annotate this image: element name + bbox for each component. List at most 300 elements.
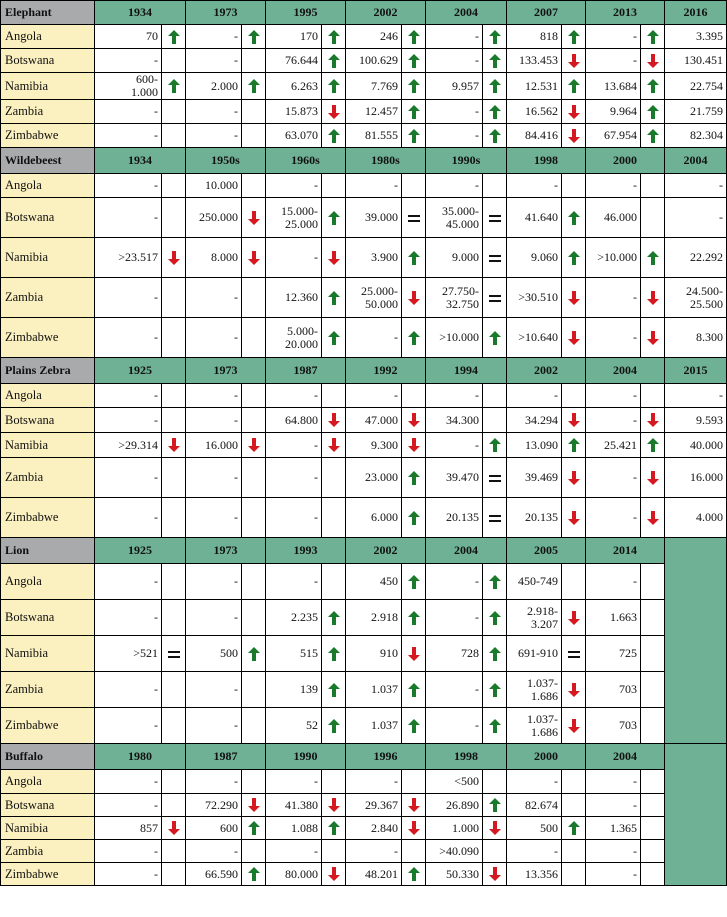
year-header: 1934: [95, 1, 186, 25]
arrow-up-icon: [647, 251, 659, 265]
table-row: [1, 794, 727, 817]
arrow-up-icon: [568, 251, 580, 265]
species-title: Elephant: [1, 1, 95, 25]
population-value: -: [186, 840, 242, 863]
equal-icon: [407, 211, 421, 225]
trend-cell: [483, 498, 507, 538]
country-name: Zimbabwe: [1, 708, 95, 744]
trend-cell: [322, 198, 346, 238]
year-header: 1998: [426, 744, 507, 770]
population-value: 818: [507, 25, 562, 49]
trend-cell: [562, 238, 586, 278]
trend-cell: [641, 278, 665, 318]
trend-cell: [562, 433, 586, 458]
population-value: 67.954: [586, 124, 641, 148]
arrow-up-icon: [328, 331, 340, 345]
arrow-up-icon: [647, 79, 659, 93]
population-value: 70: [95, 25, 162, 49]
country-name: Angola: [1, 564, 95, 600]
population-value: -: [186, 318, 242, 358]
arrow-up-icon: [328, 30, 340, 44]
population-value: -: [266, 770, 322, 794]
trend-cell: [483, 794, 507, 817]
population-value: 41.380: [266, 794, 322, 817]
population-value: >30.510: [507, 278, 562, 318]
population-value: 13.356: [507, 863, 562, 886]
trend-cell: [641, 318, 665, 358]
arrow-down-icon: [647, 413, 659, 427]
population-value: 2.235: [266, 600, 322, 636]
trend-cell: [641, 174, 665, 198]
year-header: 2014: [586, 538, 665, 564]
section-header-row: [1, 538, 727, 564]
trend-cell: [641, 817, 665, 840]
year-header: 2004: [586, 358, 665, 384]
trend-cell: [641, 198, 665, 238]
table-row: [1, 770, 727, 794]
trend-cell: [562, 278, 586, 318]
population-value: -: [186, 498, 242, 538]
trend-cell: [562, 817, 586, 840]
country-name: Botswana: [1, 198, 95, 238]
arrow-up-icon: [328, 54, 340, 68]
trend-cell: [402, 433, 426, 458]
arrow-down-icon: [568, 611, 580, 625]
section-header-row: [1, 358, 727, 384]
population-value: 500: [507, 817, 562, 840]
table-row: [1, 708, 727, 744]
trend-cell: [162, 564, 186, 600]
trend-cell: [641, 672, 665, 708]
arrow-up-icon: [408, 79, 420, 93]
country-name: Botswana: [1, 49, 95, 73]
population-value: -: [186, 564, 242, 600]
year-header: 1990s: [426, 148, 507, 174]
trend-cell: [162, 198, 186, 238]
trend-cell: [402, 174, 426, 198]
trend-cell: [322, 564, 346, 600]
population-value: -: [346, 770, 402, 794]
population-value: 9.593: [665, 408, 727, 433]
trend-cell: [162, 278, 186, 318]
trend-cell: [562, 840, 586, 863]
population-value: 81.555: [346, 124, 402, 148]
trend-cell: [483, 318, 507, 358]
population-value: 1.663: [586, 600, 641, 636]
country-name: Zambia: [1, 672, 95, 708]
table-row: [1, 124, 727, 148]
arrow-up-icon: [408, 611, 420, 625]
population-value: 691-910: [507, 636, 562, 672]
population-value: -: [586, 794, 641, 817]
population-value: 7.769: [346, 73, 402, 100]
population-value: 16.562: [507, 100, 562, 124]
population-value: -: [95, 174, 162, 198]
trend-cell: [562, 458, 586, 498]
arrow-down-icon: [168, 438, 180, 452]
equal-icon: [488, 211, 502, 225]
trend-cell: [562, 198, 586, 238]
population-value: -: [665, 174, 727, 198]
trend-cell: [483, 25, 507, 49]
population-value: -: [266, 384, 322, 408]
year-header: 1973: [186, 358, 266, 384]
population-value: -: [95, 770, 162, 794]
year-header: 2000: [586, 148, 665, 174]
population-value: -: [186, 600, 242, 636]
trend-cell: [162, 794, 186, 817]
year-header: 1934: [95, 148, 186, 174]
trend-cell: [562, 73, 586, 100]
population-value: 35.000- 45.000: [426, 198, 483, 238]
trend-cell: [242, 100, 266, 124]
population-value: 450-749: [507, 564, 562, 600]
year-header: 1996: [346, 744, 426, 770]
table-row: [1, 198, 727, 238]
trend-cell: [402, 708, 426, 744]
year-header: 2016: [665, 1, 727, 25]
year-header: 1998: [507, 148, 586, 174]
trend-cell: [641, 564, 665, 600]
population-value: 139: [266, 672, 322, 708]
population-value: -: [346, 318, 402, 358]
population-value: -: [186, 408, 242, 433]
trend-cell: [483, 708, 507, 744]
arrow-down-icon: [328, 105, 340, 119]
population-value: -: [95, 384, 162, 408]
population-value: >10.000: [426, 318, 483, 358]
population-value: -: [426, 708, 483, 744]
trend-cell: [402, 498, 426, 538]
trend-cell: [402, 564, 426, 600]
trend-cell: [162, 73, 186, 100]
population-value: -: [346, 174, 402, 198]
table-row: [1, 174, 727, 198]
population-value: 20.135: [426, 498, 483, 538]
population-value: 8.300: [665, 318, 727, 358]
trend-cell: [242, 498, 266, 538]
arrow-up-icon: [408, 129, 420, 143]
trend-cell: [641, 25, 665, 49]
trend-cell: [402, 100, 426, 124]
year-header: 1987: [266, 358, 346, 384]
trend-cell: [641, 863, 665, 886]
country-name: Zimbabwe: [1, 124, 95, 148]
country-name: Zambia: [1, 840, 95, 863]
population-value: 130.451: [665, 49, 727, 73]
population-value: -: [95, 863, 162, 886]
trend-cell: [242, 458, 266, 498]
trend-cell: [402, 840, 426, 863]
trend-cell: [322, 174, 346, 198]
arrow-up-icon: [408, 471, 420, 485]
population-value: 76.644: [266, 49, 322, 73]
trend-cell: [562, 636, 586, 672]
arrow-up-icon: [568, 30, 580, 44]
trend-cell: [242, 672, 266, 708]
population-value: 20.135: [507, 498, 562, 538]
population-value: 39.470: [426, 458, 483, 498]
arrow-down-icon: [408, 413, 420, 427]
arrow-down-icon: [568, 413, 580, 427]
population-value: 29.367: [346, 794, 402, 817]
arrow-up-icon: [408, 511, 420, 525]
trend-cell: [322, 600, 346, 636]
trend-cell: [641, 498, 665, 538]
table-row: [1, 498, 727, 538]
country-name: Angola: [1, 25, 95, 49]
population-value: -: [586, 49, 641, 73]
year-header: 1980s: [346, 148, 426, 174]
trend-cell: [483, 600, 507, 636]
population-value: 515: [266, 636, 322, 672]
population-value: 9.964: [586, 100, 641, 124]
arrow-up-icon: [408, 251, 420, 265]
population-value: -: [95, 600, 162, 636]
population-value: -: [266, 564, 322, 600]
trend-cell: [562, 318, 586, 358]
population-value: 21.759: [665, 100, 727, 124]
population-value: -: [186, 49, 242, 73]
equal-icon: [488, 511, 502, 525]
table-row: [1, 384, 727, 408]
trend-cell: [242, 174, 266, 198]
population-value: 5.000- 20.000: [266, 318, 322, 358]
arrow-up-icon: [568, 79, 580, 93]
country-name: Angola: [1, 384, 95, 408]
trend-cell: [322, 49, 346, 73]
trend-cell: [483, 770, 507, 794]
trend-cell: [483, 433, 507, 458]
trend-cell: [562, 174, 586, 198]
arrow-up-icon: [408, 54, 420, 68]
population-value: -: [95, 672, 162, 708]
trend-cell: [402, 636, 426, 672]
table-row: [1, 817, 727, 840]
arrow-up-icon: [489, 30, 501, 44]
population-value: -: [186, 278, 242, 318]
population-value: 246: [346, 25, 402, 49]
population-value: 857: [95, 817, 162, 840]
population-value: 15.000- 25.000: [266, 198, 322, 238]
population-value: 2.918: [346, 600, 402, 636]
population-value: 64.800: [266, 408, 322, 433]
population-value: -: [586, 863, 641, 886]
table-row: [1, 73, 727, 100]
arrow-down-icon: [408, 821, 420, 835]
empty-grey-cell: [665, 744, 727, 886]
population-value: 13.090: [507, 433, 562, 458]
trend-cell: [322, 73, 346, 100]
population-value: 25.421: [586, 433, 641, 458]
population-value: -: [586, 408, 641, 433]
trend-cell: [322, 318, 346, 358]
arrow-down-icon: [248, 211, 260, 225]
trend-cell: [483, 238, 507, 278]
population-value: 82.304: [665, 124, 727, 148]
population-value: 3.395: [665, 25, 727, 49]
population-value: -: [426, 49, 483, 73]
species-title: Lion: [1, 538, 95, 564]
arrow-up-icon: [568, 211, 580, 225]
population-value: 450: [346, 564, 402, 600]
table-row: [1, 564, 727, 600]
arrow-down-icon: [647, 291, 659, 305]
arrow-up-icon: [328, 719, 340, 733]
population-value: 63.070: [266, 124, 322, 148]
arrow-up-icon: [328, 291, 340, 305]
population-value: -: [95, 564, 162, 600]
arrow-down-icon: [568, 331, 580, 345]
population-value: 39.000: [346, 198, 402, 238]
year-header: 2002: [346, 1, 426, 25]
trend-cell: [162, 100, 186, 124]
arrow-up-icon: [408, 575, 420, 589]
population-value: -: [507, 174, 562, 198]
population-value: -: [346, 840, 402, 863]
population-value: -: [186, 384, 242, 408]
arrow-down-icon: [328, 413, 340, 427]
population-value: -: [95, 708, 162, 744]
population-value: -: [186, 672, 242, 708]
trend-cell: [562, 124, 586, 148]
population-value: 910: [346, 636, 402, 672]
trend-cell: [162, 238, 186, 278]
trend-cell: [242, 600, 266, 636]
trend-cell: [641, 840, 665, 863]
population-value: 12.457: [346, 100, 402, 124]
country-name: Botswana: [1, 794, 95, 817]
year-header: 1973: [186, 1, 266, 25]
equal-icon: [488, 251, 502, 265]
trend-cell: [322, 498, 346, 538]
population-value: 66.590: [186, 863, 242, 886]
trend-cell: [402, 672, 426, 708]
year-header: 1950s: [186, 148, 266, 174]
trend-cell: [641, 100, 665, 124]
trend-cell: [322, 124, 346, 148]
trend-cell: [162, 600, 186, 636]
trend-cell: [402, 238, 426, 278]
population-value: 600- 1.000: [95, 73, 162, 100]
trend-cell: [162, 433, 186, 458]
population-value: 703: [586, 672, 641, 708]
trend-cell: [162, 817, 186, 840]
trend-cell: [641, 600, 665, 636]
population-value: -: [95, 458, 162, 498]
trend-cell: [242, 794, 266, 817]
trend-cell: [562, 770, 586, 794]
population-value: -: [426, 433, 483, 458]
equal-icon: [488, 471, 502, 485]
arrow-down-icon: [328, 798, 340, 812]
population-value: 133.453: [507, 49, 562, 73]
arrow-up-icon: [248, 821, 260, 835]
trend-cell: [641, 408, 665, 433]
population-value: 9.957: [426, 73, 483, 100]
population-value: >10.640: [507, 318, 562, 358]
arrow-up-icon: [248, 30, 260, 44]
population-value: -: [266, 238, 322, 278]
arrow-up-icon: [489, 683, 501, 697]
arrow-up-icon: [408, 683, 420, 697]
population-value: >40.090: [426, 840, 483, 863]
country-name: Zambia: [1, 458, 95, 498]
arrow-up-icon: [248, 647, 260, 661]
arrow-up-icon: [328, 129, 340, 143]
arrow-down-icon: [647, 331, 659, 345]
population-value: -: [426, 672, 483, 708]
arrow-up-icon: [489, 575, 501, 589]
population-value: -: [95, 198, 162, 238]
year-header: 2002: [346, 538, 426, 564]
trend-cell: [562, 863, 586, 886]
trend-cell: [641, 384, 665, 408]
trend-cell: [162, 672, 186, 708]
arrow-up-icon: [328, 683, 340, 697]
population-value: -: [586, 770, 641, 794]
population-value: -: [186, 458, 242, 498]
trend-cell: [242, 770, 266, 794]
trend-cell: [242, 198, 266, 238]
trend-cell: [483, 278, 507, 318]
population-value: 1.037- 1.686: [507, 708, 562, 744]
arrow-up-icon: [647, 129, 659, 143]
country-name: Botswana: [1, 600, 95, 636]
population-value: 47.000: [346, 408, 402, 433]
country-name: Zambia: [1, 278, 95, 318]
trend-cell: [562, 600, 586, 636]
equal-icon: [167, 647, 181, 661]
population-value: -: [186, 100, 242, 124]
section-header-row: [1, 148, 727, 174]
trend-cell: [562, 794, 586, 817]
trend-cell: [242, 238, 266, 278]
population-value: 26.890: [426, 794, 483, 817]
population-value: >23.517: [95, 238, 162, 278]
trend-cell: [242, 636, 266, 672]
arrow-down-icon: [489, 821, 501, 835]
trend-cell: [562, 25, 586, 49]
trend-cell: [562, 564, 586, 600]
arrow-down-icon: [408, 291, 420, 305]
population-value: -: [586, 564, 641, 600]
trend-cell: [322, 817, 346, 840]
arrow-down-icon: [568, 511, 580, 525]
population-value: 1.365: [586, 817, 641, 840]
equal-icon: [488, 291, 502, 305]
population-value: -: [266, 174, 322, 198]
population-value: 9.300: [346, 433, 402, 458]
population-value: 34.300: [426, 408, 483, 433]
population-value: 82.674: [507, 794, 562, 817]
trend-cell: [562, 100, 586, 124]
trend-cell: [162, 840, 186, 863]
population-value: 52: [266, 708, 322, 744]
arrow-up-icon: [647, 438, 659, 452]
trend-cell: [322, 25, 346, 49]
trend-cell: [483, 100, 507, 124]
country-name: Namibia: [1, 73, 95, 100]
table-row: [1, 433, 727, 458]
year-header: 2004: [426, 538, 507, 564]
population-value: >521: [95, 636, 162, 672]
population-value: >10.000: [586, 238, 641, 278]
year-header: 1925: [95, 538, 186, 564]
trend-cell: [322, 770, 346, 794]
population-value: -: [665, 198, 727, 238]
trend-cell: [402, 458, 426, 498]
